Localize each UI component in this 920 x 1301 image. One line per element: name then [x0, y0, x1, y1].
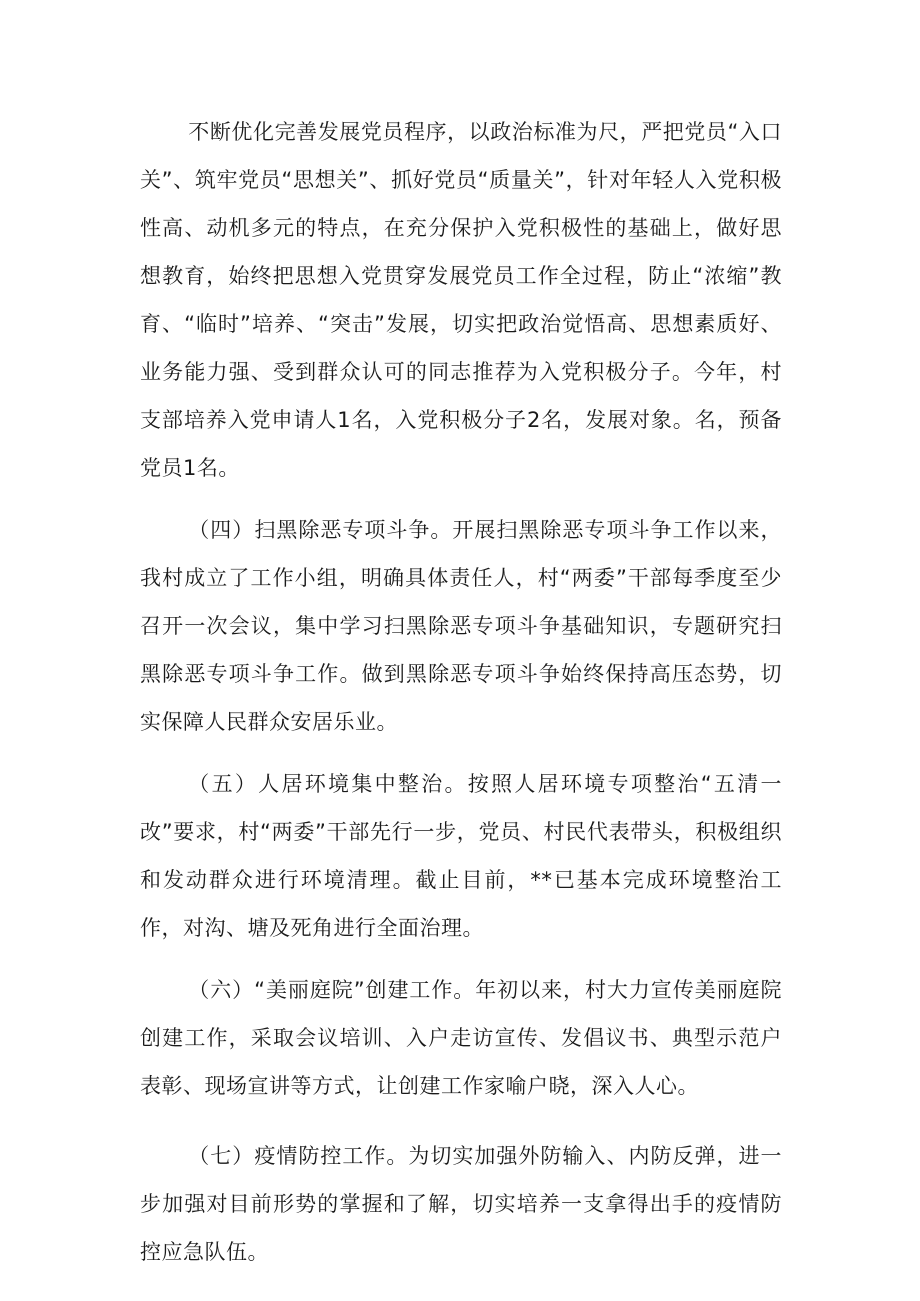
document-body — [140, 108, 782, 1276]
paragraph-living-environment: （五）人居环境集中整治。按照人居环境专项整治“五清一改”要求，村“两委”干部先行一步，党员、村民代表带头，积极组织和发动群众进行环境清理。截止目前，**已基本完成环境整治工作，对沟、塘及死角进行全面治理。 — [140, 772, 782, 940]
paragraph-beautiful-courtyard: （六）“美丽庭院”创建工作。年初以来，村大力宣传美丽庭院创建工作，采取会议培训、入户走访宣传、发倡议书、典型示范户表彰、现场宣讲等方式，让创建工作家喻户晓，深入人心。 — [140, 978, 782, 1098]
paragraph-anti-crime-campaign: （四）扫黑除恶专项斗争。开展扫黑除恶专项斗争工作以来，我村成立了工作小组，明确具体责任人，村“两委”干部每季度至少召开一次会议，集中学习扫黑除恶专项斗争基础知识，专题研究扫黑除恶专项斗争工作。做到黑除恶专项斗争始终保持高压态势，切实保障人民群众安居乐业。 — [140, 518, 782, 734]
paragraph-epidemic-prevention: （七）疫情防控工作。为切实加强外防输入、内防反弹，进一步加强对目前形势的掌握和了解，切实培养一支拿得出手的疫情防控应急队伍。 — [140, 1144, 782, 1264]
paragraph-party-member-development: 不断优化完善发展党员程序，以政治标准为尺，严把党员“入口关”、筑牢党员“思想关”、抓好党员“质量关”，针对年轻人入党积极性高、动机多元的特点，在充分保护入党积极性的基础上，做好思想教育，始终把思想入党贯穿发展党员工作全过程，防止“浓缩”教育、“临时”培养、“突击”发展，切实把政治觉悟高、思想素质好、业务能力强、受到群众认可的同志推荐为入党积极分子。今年，村支部培养入党申请人1名，入党积极分子2名，发展对象。名，预备党员1名。 — [140, 120, 782, 480]
